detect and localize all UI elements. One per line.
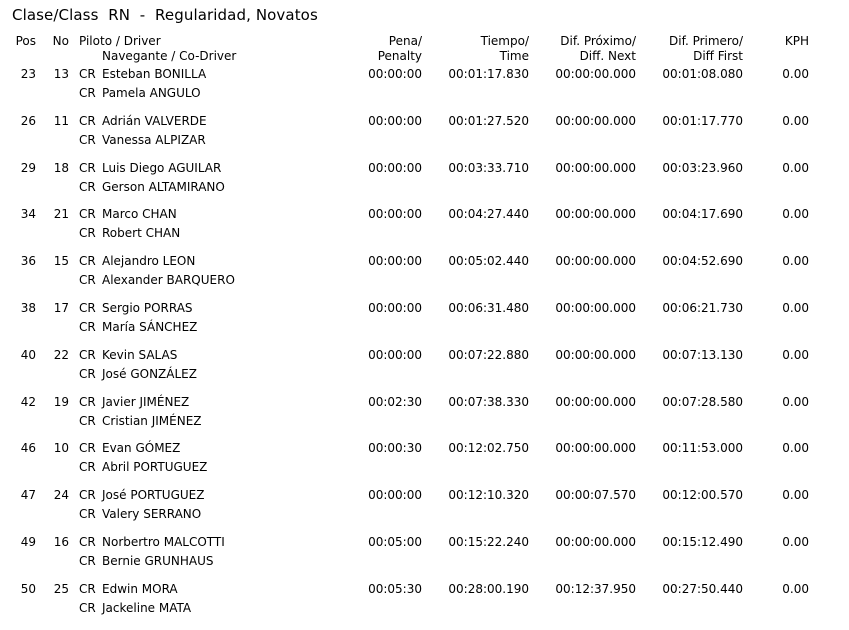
cell-driver: Edwin MORA — [102, 581, 178, 596]
cell-codriver: Abril PORTUGUEZ — [102, 460, 208, 475]
cell-time: 00:07:22.880 — [448, 347, 529, 362]
cell-driver-nationality: CR — [79, 160, 96, 175]
cell-diff-next: 00:00:00.000 — [555, 207, 636, 222]
cell-codriver: María SÁNCHEZ — [102, 319, 198, 334]
header-driver — [79, 34, 236, 64]
page-title: Clase/Class RN - Regularidad, Novatos — [12, 6, 318, 24]
cell-no: 22 — [53, 347, 69, 362]
cell-time: 00:12:10.320 — [448, 488, 529, 503]
table-row — [0, 488, 849, 535]
cell-codriver-nationality: CR — [79, 366, 96, 381]
cell-pos: 42 — [20, 394, 36, 409]
cell-diff-first: 00:04:17.690 — [662, 207, 743, 222]
cell-codriver-nationality: CR — [79, 413, 96, 428]
cell-kph: 0.00 — [782, 347, 809, 362]
cell-driver-nationality: CR — [79, 113, 96, 128]
table-row — [0, 254, 849, 301]
cell-diff-first: 00:03:23.960 — [662, 160, 743, 175]
cell-diff-next: 00:12:37.950 — [555, 581, 636, 596]
cell-time: 00:06:31.480 — [448, 300, 529, 315]
cell-diff-first: 00:06:21.730 — [662, 300, 743, 315]
cell-pos: 34 — [20, 207, 36, 222]
table-row — [0, 348, 849, 395]
cell-pos: 50 — [20, 581, 36, 596]
cell-kph: 0.00 — [782, 67, 809, 81]
cell-time: 00:04:27.440 — [448, 207, 529, 222]
table-row — [0, 395, 849, 442]
cell-kph: 0.00 — [782, 394, 809, 409]
cell-diff-next: 00:00:07.570 — [555, 488, 636, 503]
header-driver-line1: Piloto / Driver — [79, 34, 161, 48]
cell-no: 21 — [53, 207, 69, 222]
cell-diff-next: 00:00:00.000 — [555, 394, 636, 409]
cell-codriver: Robert CHAN — [102, 226, 181, 241]
results-table — [0, 67, 849, 629]
cell-pos: 46 — [20, 441, 36, 456]
cell-diff-first: 00:04:52.690 — [662, 254, 743, 269]
cell-codriver: José GONZÁLEZ — [102, 366, 197, 381]
header-time — [481, 34, 529, 64]
cell-diff-first: 00:27:50.440 — [662, 581, 743, 596]
cell-codriver: Cristian JIMÉNEZ — [102, 413, 202, 428]
cell-driver-nationality: CR — [79, 67, 96, 81]
cell-codriver-nationality: CR — [79, 179, 96, 194]
cell-driver: José PORTUGUEZ — [102, 488, 205, 503]
cell-kph: 0.00 — [782, 488, 809, 503]
cell-no: 16 — [53, 534, 69, 549]
header-diff-first — [669, 34, 743, 64]
cell-codriver-nationality: CR — [79, 319, 96, 334]
cell-penalty: 00:00:00 — [368, 160, 422, 175]
cell-no: 18 — [53, 160, 69, 175]
header-time-line2: Time — [499, 49, 529, 63]
cell-penalty: 00:00:30 — [368, 441, 422, 456]
cell-diff-next: 00:00:00.000 — [555, 254, 636, 269]
cell-driver: Adrián VALVERDE — [102, 113, 207, 128]
cell-penalty: 00:00:00 — [368, 347, 422, 362]
header-diff-next-line1: Dif. Próximo/ — [560, 34, 636, 48]
table-row — [0, 161, 849, 208]
cell-driver-nationality: CR — [79, 254, 96, 269]
cell-no: 19 — [53, 394, 69, 409]
cell-driver: Esteban BONILLA — [102, 67, 207, 81]
cell-pos: 29 — [20, 160, 36, 175]
cell-diff-next: 00:00:00.000 — [555, 300, 636, 315]
header-driver-line2: Navegante / Co-Driver — [102, 49, 237, 63]
cell-codriver: Gerson ALTAMIRANO — [102, 179, 225, 194]
cell-driver: Evan GÓMEZ — [102, 441, 181, 456]
header-pos: Pos — [15, 34, 36, 48]
header-penalty-line1: Pena/ — [388, 34, 422, 48]
cell-diff-next: 00:00:00.000 — [555, 347, 636, 362]
cell-time: 00:05:02.440 — [448, 254, 529, 269]
cell-diff-first: 00:15:12.490 — [662, 534, 743, 549]
cell-pos: 26 — [20, 113, 36, 128]
cell-driver-nationality: CR — [79, 207, 96, 222]
cell-time: 00:12:02.750 — [448, 441, 529, 456]
cell-driver-nationality: CR — [79, 300, 96, 315]
cell-diff-first: 00:07:13.130 — [662, 347, 743, 362]
cell-time: 00:15:22.240 — [448, 534, 529, 549]
cell-codriver-nationality: CR — [79, 553, 96, 568]
table-row — [0, 441, 849, 488]
cell-time: 00:28:00.190 — [448, 581, 529, 596]
cell-diff-next: 00:00:00.000 — [555, 534, 636, 549]
header-diff-first-line2: Diff First — [693, 49, 743, 63]
header-diff-next-line2: Diff. Next — [579, 49, 636, 63]
cell-codriver-nationality: CR — [79, 600, 96, 615]
cell-penalty: 00:00:00 — [368, 207, 422, 222]
cell-time: 00:03:33.710 — [448, 160, 529, 175]
cell-pos: 40 — [20, 347, 36, 362]
cell-pos: 36 — [20, 254, 36, 269]
cell-diff-next: 00:00:00.000 — [555, 160, 636, 175]
cell-no: 13 — [53, 67, 69, 81]
header-time-line1: Tiempo/ — [480, 34, 529, 48]
cell-kph: 0.00 — [782, 160, 809, 175]
cell-codriver: Vanessa ALPIZAR — [102, 132, 206, 147]
table-row — [0, 207, 849, 254]
cell-driver-nationality: CR — [79, 441, 96, 456]
cell-driver: Marco CHAN — [102, 207, 177, 222]
cell-diff-next: 00:00:00.000 — [555, 67, 636, 81]
cell-pos: 47 — [20, 488, 36, 503]
cell-no: 15 — [53, 254, 69, 269]
cell-driver: Alejandro LEON — [102, 254, 196, 269]
cell-driver-nationality: CR — [79, 488, 96, 503]
cell-codriver: Jackeline MATA — [102, 600, 192, 615]
cell-codriver: Pamela ANGULO — [102, 86, 201, 100]
cell-penalty: 00:00:00 — [368, 300, 422, 315]
header-penalty — [378, 34, 422, 64]
cell-codriver: Valery SERRANO — [102, 507, 202, 522]
cell-codriver: Bernie GRUNHAUS — [102, 553, 214, 568]
table-row — [0, 582, 849, 629]
cell-kph: 0.00 — [782, 207, 809, 222]
cell-driver-nationality: CR — [79, 394, 96, 409]
table-row — [0, 114, 849, 161]
cell-time: 00:01:17.830 — [448, 67, 529, 81]
cell-no: 10 — [53, 441, 69, 456]
header-kph: KPH — [784, 34, 809, 48]
cell-diff-first: 00:07:28.580 — [662, 394, 743, 409]
cell-diff-next: 00:00:00.000 — [555, 441, 636, 456]
table-row — [0, 67, 849, 114]
cell-no: 11 — [53, 113, 69, 128]
cell-time: 00:07:38.330 — [448, 394, 529, 409]
cell-kph: 0.00 — [782, 300, 809, 315]
cell-driver-nationality: CR — [79, 581, 96, 596]
cell-driver-nationality: CR — [79, 347, 96, 362]
cell-codriver-nationality: CR — [79, 86, 96, 100]
cell-penalty: 00:05:00 — [368, 534, 422, 549]
cell-driver: Sergio PORRAS — [102, 300, 193, 315]
cell-pos: 23 — [20, 67, 36, 81]
header-diff-next — [560, 34, 636, 64]
cell-pos: 49 — [20, 534, 36, 549]
cell-driver: Javier JIMÉNEZ — [102, 394, 190, 409]
cell-codriver-nationality: CR — [79, 132, 96, 147]
cell-diff-first: 00:01:08.080 — [662, 67, 743, 81]
cell-codriver-nationality: CR — [79, 460, 96, 475]
cell-penalty: 00:00:00 — [368, 67, 422, 81]
cell-codriver-nationality: CR — [79, 273, 96, 288]
header-no: No — [52, 34, 69, 48]
cell-diff-next: 00:00:00.000 — [555, 113, 636, 128]
cell-no: 17 — [53, 300, 69, 315]
table-row — [0, 535, 849, 582]
cell-penalty: 00:05:30 — [368, 581, 422, 596]
cell-penalty: 00:00:00 — [368, 254, 422, 269]
cell-kph: 0.00 — [782, 113, 809, 128]
cell-kph: 0.00 — [782, 441, 809, 456]
cell-diff-first: 00:01:17.770 — [662, 113, 743, 128]
cell-no: 25 — [53, 581, 69, 596]
header-diff-first-line1: Dif. Primero/ — [669, 34, 743, 48]
cell-time: 00:01:27.520 — [448, 113, 529, 128]
cell-penalty: 00:00:00 — [368, 113, 422, 128]
cell-kph: 0.00 — [782, 581, 809, 596]
cell-driver-nationality: CR — [79, 534, 96, 549]
cell-driver: Luis Diego AGUILAR — [102, 160, 222, 175]
cell-driver: Norbertro MALCOTTI — [102, 534, 225, 549]
header-penalty-line2: Penalty — [377, 49, 422, 63]
cell-pos: 38 — [20, 300, 36, 315]
cell-diff-first: 00:11:53.000 — [662, 441, 743, 456]
cell-codriver-nationality: CR — [79, 226, 96, 241]
cell-codriver-nationality: CR — [79, 507, 96, 522]
cell-kph: 0.00 — [782, 534, 809, 549]
cell-penalty: 00:00:00 — [368, 488, 422, 503]
cell-kph: 0.00 — [782, 254, 809, 269]
cell-driver: Kevin SALAS — [102, 347, 178, 362]
cell-penalty: 00:02:30 — [368, 394, 422, 409]
cell-no: 24 — [53, 488, 69, 503]
table-row — [0, 301, 849, 348]
cell-codriver: Alexander BARQUERO — [102, 273, 235, 288]
cell-diff-first: 00:12:00.570 — [662, 488, 743, 503]
